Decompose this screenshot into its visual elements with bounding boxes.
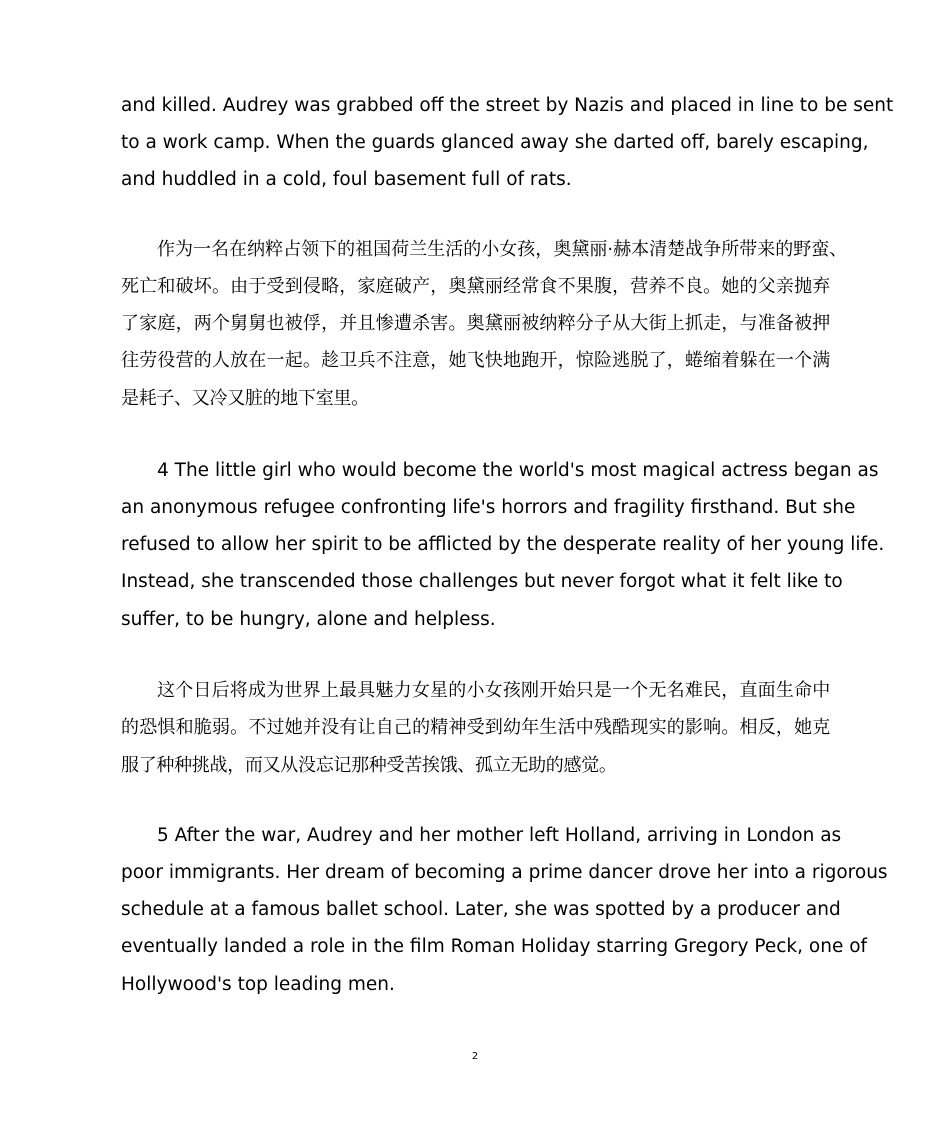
text-line: and killed. Audrey was grabbed off the street by Nazis and placed in line to be sent: [121, 95, 894, 116]
text-line: eventually landed a role in the film Roman Holiday starring Gregory Peck, one of: [121, 936, 868, 957]
text-line: schedule at a famous ballet school. Later, she was spotted by a producer and: [121, 899, 841, 920]
text-line: refused to allow her spirit to be afflicted by the desperate reality of her young life.: [121, 534, 885, 555]
text-line: suffer, to be hungry, alone and helpless.: [121, 609, 496, 630]
text-line: 往劳役营的人放在一起。趁卫兵不注意，她飞快地跑开，惊险逃脱了，蜷缩着躲在一个满: [121, 350, 830, 371]
text-line: to a work camp. When the guards glanced away she darted off, barely escaping,: [121, 132, 869, 153]
text-line: 死亡和破坏。由于受到侵略，家庭破产，奥黛丽经常食不果腹，营养不良。她的父亲抛弃: [121, 276, 830, 297]
text-line: 这个日后将成为世界上最具魅力女星的小女孩刚开始只是一个无名难民，直面生命中: [157, 680, 830, 701]
text-line: 服了种种挑战，而又从没忘记那种受苦挨饿、孤立无助的感觉。: [121, 755, 617, 776]
text-line: 的恐惧和脆弱。不过她并没有让自己的精神受到幼年生活中残酷现实的影响。相反，她克: [121, 717, 830, 738]
text-line: and huddled in a cold, foul basement full of rats.: [121, 169, 572, 190]
text-line: 5 After the war, Audrey and her mother left Holland, arriving in London as: [157, 825, 842, 846]
text-line: 了家庭，两个舅舅也被俘，并且惨遭杀害。奥黛丽被纳粹分子从大街上抓走，与准备被押: [121, 313, 830, 334]
text-line: 是耗子、又冷又脏的地下室里。: [121, 388, 369, 409]
text-line: 作为一名在纳粹占领下的祖国荷兰生活的小女孩，奥黛丽·赫本清楚战争所带来的野蛮、: [157, 239, 847, 260]
text-line: poor immigrants. Her dream of becoming a prime dancer drove her into a rigorous: [121, 862, 888, 883]
text-line: an anonymous refugee confronting life's horrors and fragility firsthand. But she: [121, 497, 856, 518]
page-number: 2: [471, 1051, 479, 1062]
text-line: Hollywood's top leading men.: [121, 974, 395, 995]
text-line: 4 The little girl who would become the world's most magical actress began as: [157, 460, 879, 481]
text-line: Instead, she transcended those challenges but never forgot what it felt like to: [121, 571, 843, 592]
